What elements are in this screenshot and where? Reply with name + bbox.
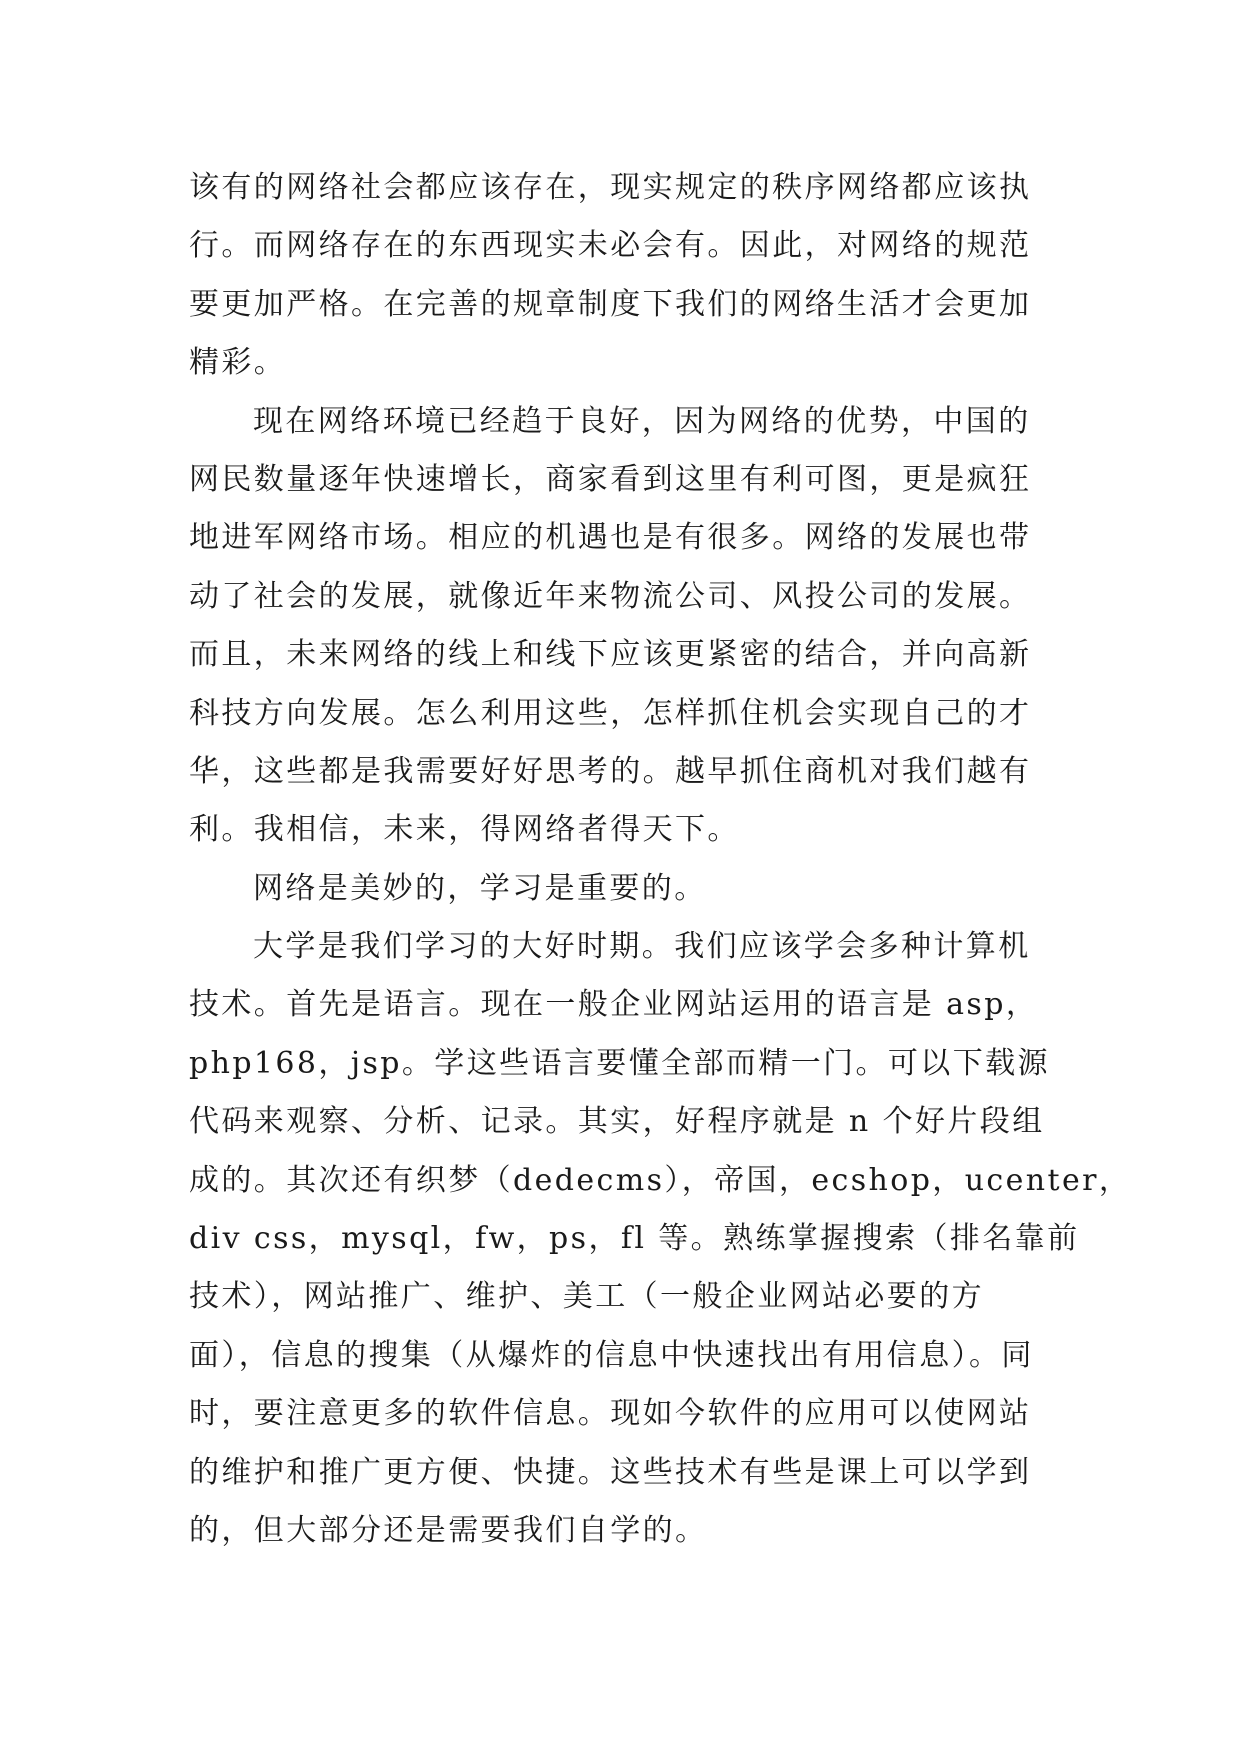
text-line: 的，但大部分还是需要我们自学的。 bbox=[189, 1512, 708, 1548]
body-text bbox=[189, 159, 1132, 1560]
text-line: 科技方向发展。怎么利用这些，怎样抓住机会实现自己的才 bbox=[189, 695, 1032, 731]
text-line: 时，要注意更多的软件信息。现如今软件的应用可以使网站 bbox=[189, 1396, 1032, 1432]
text-line: 技术。首先是语言。现在一般企业网站运用的语言是 asp， bbox=[189, 987, 1039, 1023]
text-line: 的维护和推广更方便、快捷。这些技术有些是课上可以学到 bbox=[189, 1454, 1032, 1490]
text-line: 网民数量逐年快速增长，商家看到这里有利可图，更是疯狂 bbox=[189, 461, 1032, 497]
paragraph-first-line: 现在网络环境已经趋于良好，因为网络的优势，中国的 bbox=[253, 403, 1031, 439]
text-line: 面），信息的搜集（从爆炸的信息中快速找出有用信息）。同 bbox=[189, 1337, 1034, 1373]
paragraph-first-line: 大学是我们学习的大好时期。我们应该学会多种计算机 bbox=[253, 929, 1031, 965]
text-line: 精彩。 bbox=[189, 345, 287, 381]
text-line: 华，这些都是我需要好好思考的。越早抓住商机对我们越有 bbox=[189, 753, 1032, 789]
text-line: 代码来观察、分析、记录。其实，好程序就是 n 个好片段组 bbox=[189, 1104, 1045, 1140]
text-line: 该有的网络社会都应该存在，现实规定的秩序网络都应该执 bbox=[189, 170, 1032, 205]
text-line: 而且，未来网络的线上和线下应该更紧密的结合，并向高新 bbox=[189, 637, 1032, 673]
text-line: 行。而网络存在的东西现实未必会有。因此，对网络的规范 bbox=[189, 228, 1032, 264]
paragraph-first-line: 网络是美妙的，学习是重要的。 bbox=[253, 870, 707, 906]
text-line: 技术），网站推广、维护、美工（一般企业网站必要的方 bbox=[189, 1279, 984, 1315]
text-line: 要更加严格。在完善的规章制度下我们的网络生活才会更加 bbox=[189, 286, 1032, 322]
text-line: div css，mysql，fw，ps，fl 等。熟练掌握搜索（排名靠前 bbox=[189, 1221, 1080, 1257]
text-line: php168，jsp。学这些语言要懂全部而精一门。可以下载源 bbox=[189, 1045, 1050, 1081]
text-line: 成的。其次还有织梦（dedecms），帝国，ecshop，ucenter， bbox=[189, 1162, 1132, 1198]
text-line: 动了社会的发展，就像近年来物流公司、风投公司的发展。 bbox=[189, 578, 1032, 614]
text-line: 地进军网络市场。相应的机遇也是有很多。网络的发展也带 bbox=[189, 520, 1032, 556]
text-line: 利。我相信，未来，得网络者得天下。 bbox=[189, 812, 740, 848]
